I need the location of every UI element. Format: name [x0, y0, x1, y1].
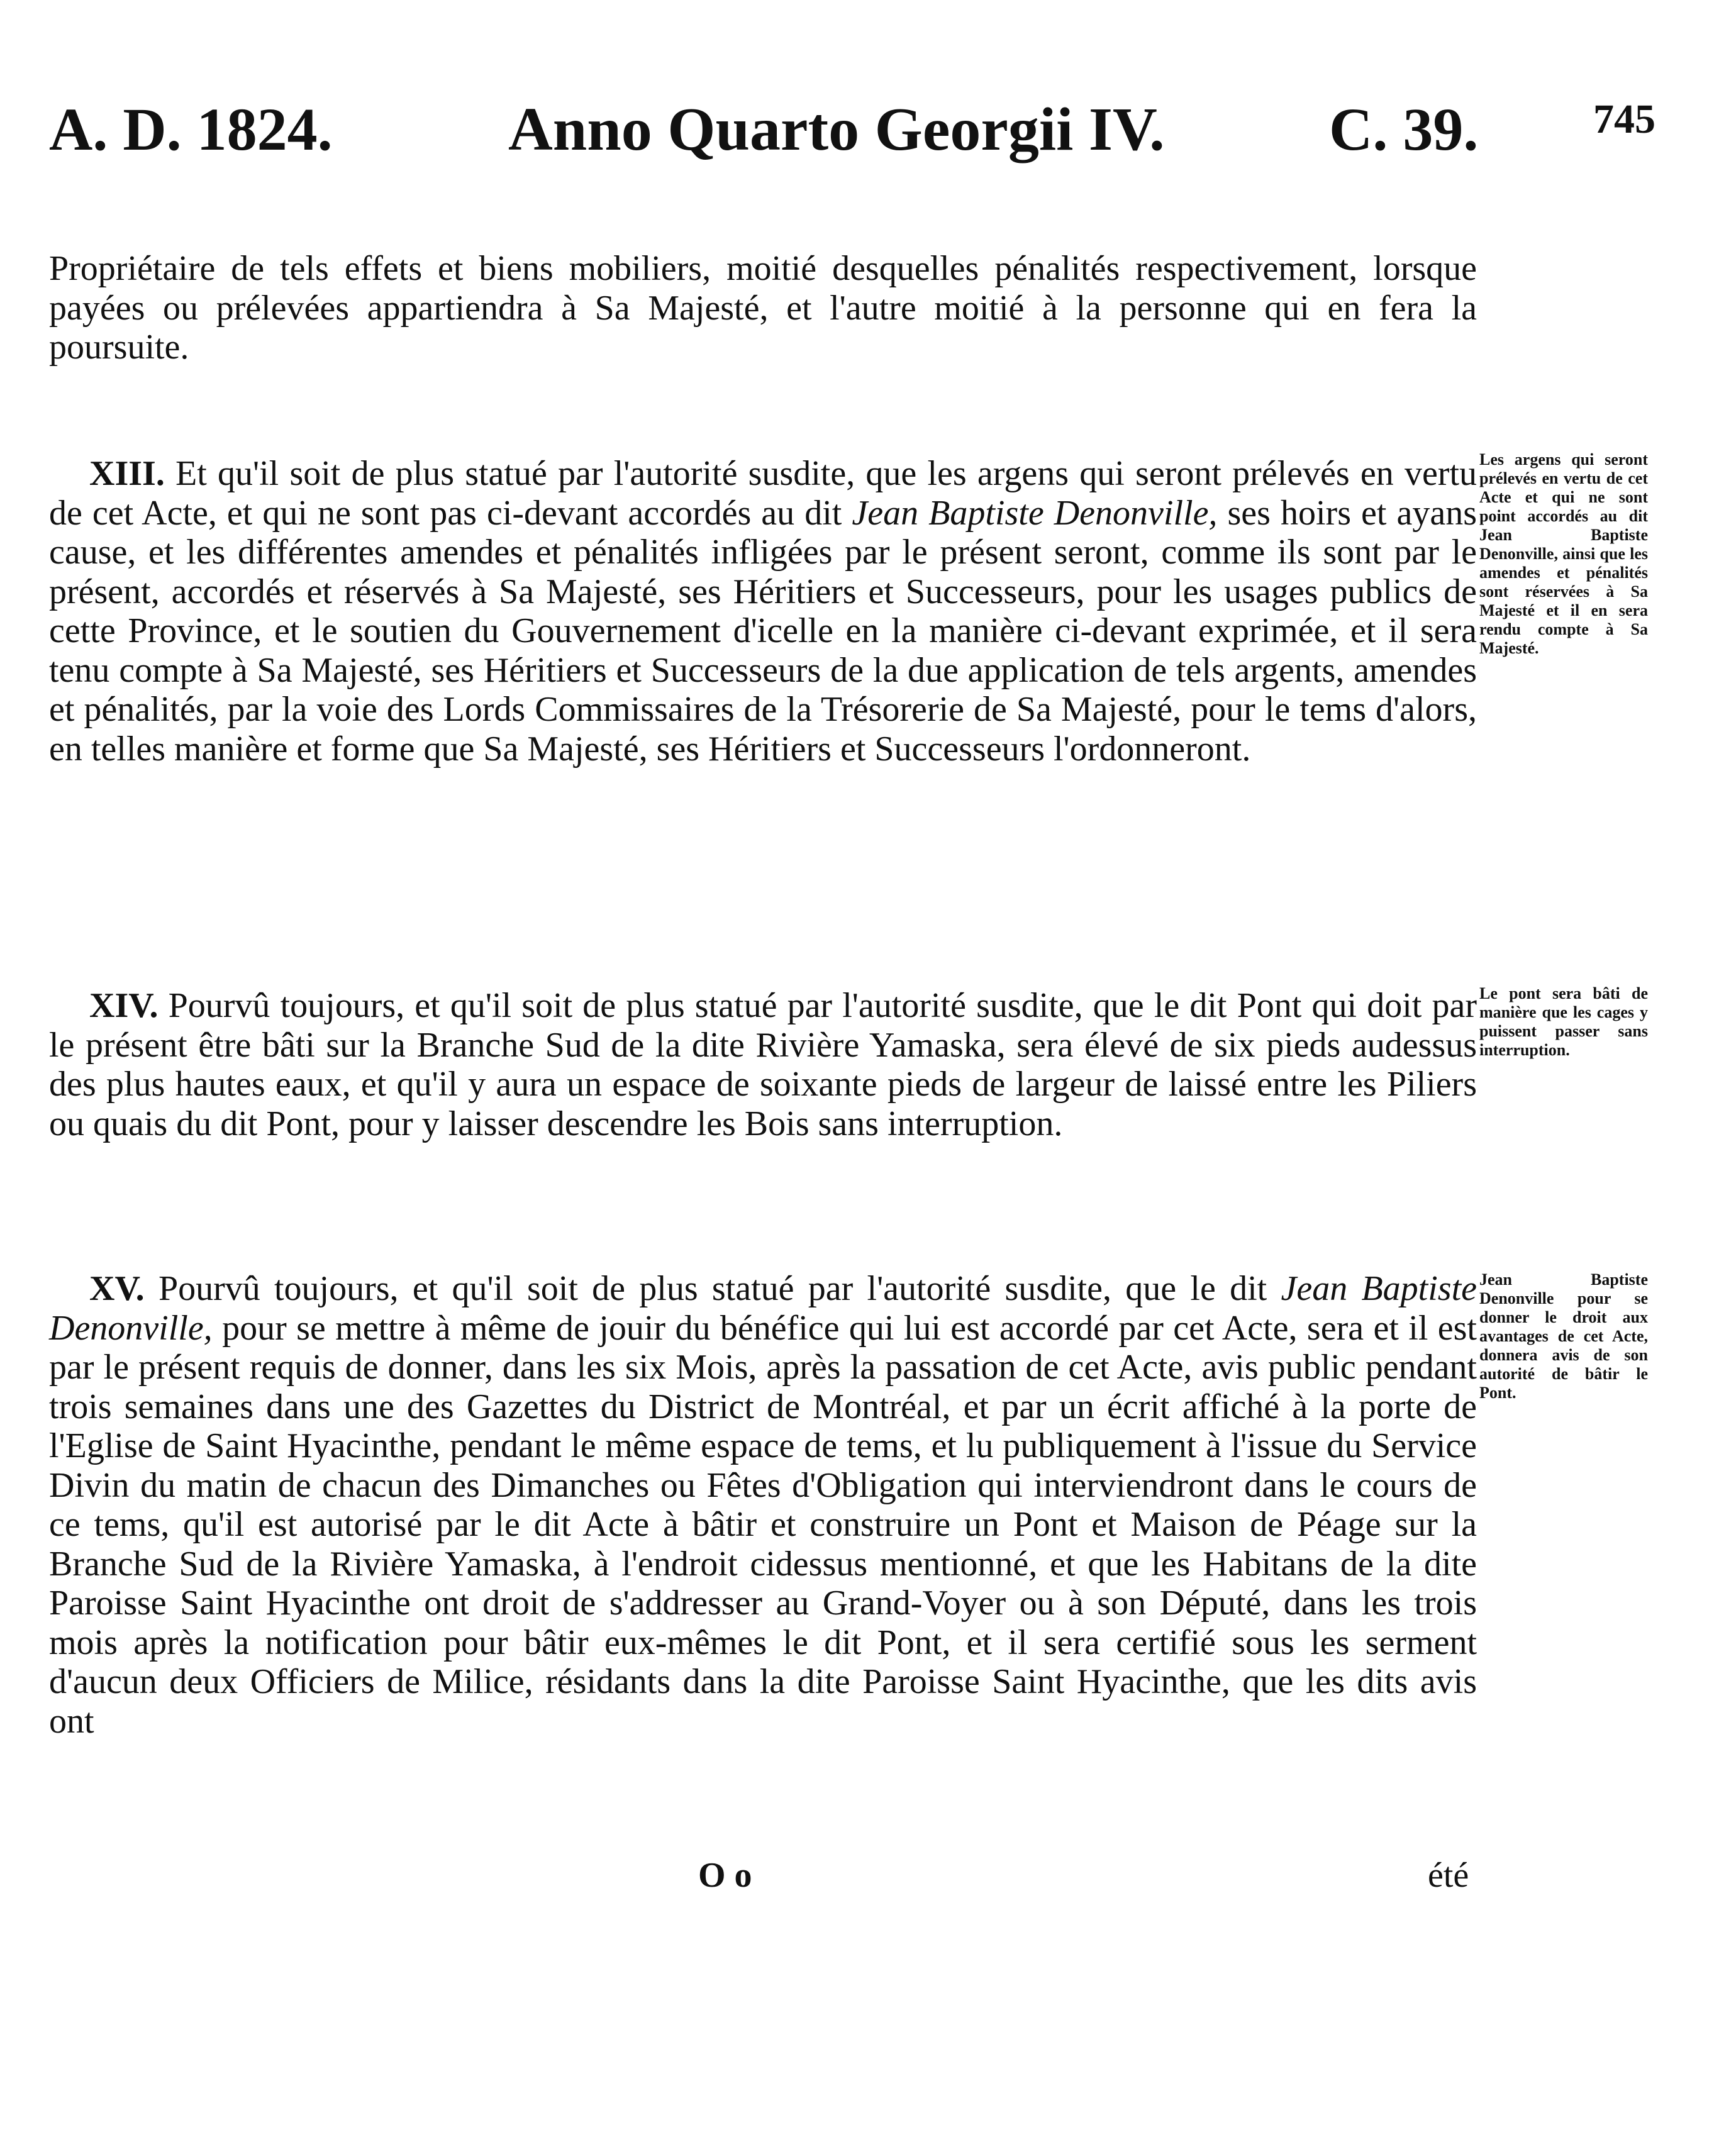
- section-xv-text-b: pour se mettre à même de jouir du bénéfice qui lui est accordé par cet Acte, sera et il est par le présent requis de donner, dans les six Mois, après la passation de cet Acte, avis public pendant trois semaines dans une des Gazettes du District de Montréal, et par un écrit affiché à la porte de l'Eglise de Saint Hyacinthe, pendant le même espace de tems, et lu publiquement à l'issue du Service Divin du matin de chacun des Dimanches ou Fêtes d'Obligation qui interviendront dans le cours de ce tems, qu'il est autorisé par le dit Acte à bâtir et construire un Pont et Maison de Péage sur la Branche Sud de la Rivière Yamaska, à l'endroit cidessus mentionné, et que les Habitans de la dite Paroisse Saint Hyacinthe ont droit de s'addresser au Grand-Voyer ou à son Député, dans les trois mois après la notification pour bâtir eux-mêmes le dit Pont, et il sera certifié sous les serment d'aucun deux Officiers de Milice, résidants dans la dite Paroisse Saint Hyacinthe, que les dits avis ont: [49, 1308, 1477, 1741]
- page-number: 745: [1593, 96, 1655, 142]
- running-head-title: Anno Quarto Georgii IV.: [508, 96, 1165, 164]
- running-head-chapter: C. 39.: [1329, 96, 1479, 163]
- section-xiii-paragraph: [49, 454, 1477, 769]
- section-xv-number: XV.: [89, 1269, 145, 1308]
- section-xiii-text-a: Et qu'il soit de plus statué par l'autorité susdite, que les argens qui seront prélevés en vertu de cet Acte, et qui ne sont pas ci-devant accordés au dit: [49, 454, 1477, 533]
- section-xiv-margin-note: Le pont sera bâti de manière que les cages y puissent passer sans interruption.: [1479, 984, 1648, 1059]
- continuation-paragraph: Propriétaire de tels effets et biens mobiliers, moitié desquelles pénalités respectivement, lorsque payées ou prélevées appartiendra à Sa Majesté, et l'autre moitié à la personne qui en fera la poursuite.: [49, 249, 1477, 367]
- section-xv-text-a: Pourvû toujours, et qu'il soit de plus statué par l'autorité susdite, que le dit: [158, 1269, 1267, 1308]
- running-head-year: A. D. 1824.: [49, 96, 333, 163]
- section-xv-margin-note: Jean Baptiste Denonville pour se donner le droit aux avantages de cet Acte, donnera avis de son autorité de bâtir le Pont.: [1479, 1270, 1648, 1402]
- section-xiii-margin-note: Les argens qui seront prélevés en vertu de cet Acte et qui ne sont point accordés au dit Jean Baptiste Denonville, ainsi que les amendes et pénalités sont réservées à Sa Majesté et il en sera rendu compte à Sa Majesté.: [1479, 450, 1648, 657]
- section-xiii-number: XIII.: [89, 454, 165, 493]
- catchword: été: [1428, 1856, 1469, 1895]
- section-xiv-text-a: Pourvû toujours, et qu'il soit de plus statué par l'autorité susdite, que le dit Pont qui doit par le présent être bâti sur la Branche Sud de la dite Rivière Yamaska, sera élevé de six pieds audessus des plus hautes eaux, et qu'il y aura un espace de soixante pieds de largeur de laissé entre les Piliers ou quais du dit Pont, pour y laisser descendre les Bois sans interruption.: [49, 986, 1477, 1143]
- section-xv-name: Jean Baptiste Denonville,: [49, 1269, 1477, 1348]
- section-xiii-text-b: ses hoirs et ayans cause, et les différentes amendes et pénalités infligées par le présent seront, comme ils sont par le présent, accordés et réservés à Sa Majesté, ses Héritiers et Successeurs, pour les usages publics de cette Province, et le soutien du Gouvernement d'icelle en la manière ci-devant exprimée, et il sera tenu compte à Sa Majesté, ses Héritiers et Successeurs de la due application de tels argents, amendes et pénalités, par la voie des Lords Commissaires de la Trésorerie de Sa Majesté, pour le tems d'alors, en telles manière et forme que Sa Majesté, ses Héritiers et Successeurs l'ordonneront.: [49, 493, 1477, 769]
- section-xiv-paragraph: [49, 986, 1477, 1143]
- section-xiii-name: Jean Baptiste Denonville,: [852, 493, 1218, 533]
- running-head: [49, 94, 1659, 182]
- section-xiv-number: XIV.: [89, 986, 159, 1025]
- signature-mark: O o: [698, 1856, 752, 1895]
- section-xv-paragraph: [49, 1269, 1477, 1741]
